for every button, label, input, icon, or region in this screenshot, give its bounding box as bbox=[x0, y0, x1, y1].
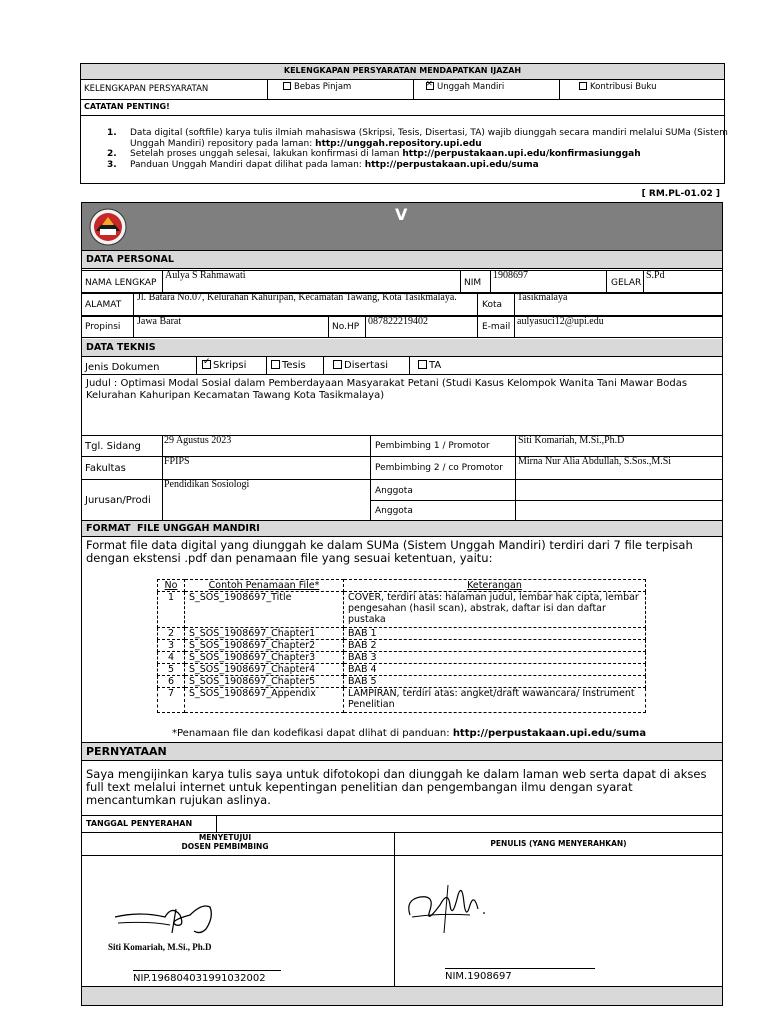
nim-label: NIM bbox=[464, 278, 482, 288]
notes-list: 1. Data digital (softfile) karya tulis ilmiah mahasiswa (Skripsi, Tesis, Disertasi, TA) wajib diunggah secara mandiri melalui SUMa (Sistem Unggah Mandiri) repository pada laman: http://unggah.repository.upi.edu 2. Setelah proses unggah selesai, lakukan konfirmasi di laman http://perpustakaan.upi.edu/konfirmasiunggah 3. Panduan Unggah Mandiri dapat dilihat pada laman: http://perpustakaan.upi.edu/suma bbox=[107, 128, 717, 178]
penulis-label: PENULIS (YANG MENYERAHKAN) bbox=[490, 839, 627, 848]
tanggal-penyerahan-label: TANGGAL PENYERAHAN bbox=[86, 819, 193, 828]
requirements-title: KELENGKAPAN PERSYARATAN MENDAPATKAN IJAZAH bbox=[283, 66, 522, 75]
nohp-label: No.HP bbox=[332, 322, 360, 332]
column-keterangan: Keterangan bbox=[344, 580, 646, 592]
table-header-row bbox=[158, 580, 646, 592]
table-row: 1 S_SOS_1908697_Title COVER, terdiri atas: halaman judul, lembar hak cipta, lembar pengesahan (hasil scan), abstrak, daftar isi dan daftar pustaka bbox=[158, 592, 646, 628]
nama-value: Aulya S Rahmawati bbox=[165, 270, 246, 281]
propinsi-value: Jawa Barat bbox=[137, 316, 182, 327]
note-2-link[interactable]: http://perpustakaan.upi.edu/konfirmasiunggah bbox=[402, 149, 641, 159]
catatan-label: CATATAN PENTING! bbox=[84, 102, 170, 111]
jenis-ta[interactable]: TA bbox=[418, 360, 441, 371]
footer-bar bbox=[82, 987, 722, 1005]
pembimbing-2-label: Pembimbing 2 / co Promotor bbox=[375, 463, 503, 473]
jenis-label: Jenis Dokumen bbox=[85, 362, 160, 373]
pembimbing-2-value: Mirna Nur Alia Abdullah, S.Sos.,M.Si bbox=[518, 456, 672, 467]
propinsi-label: Propinsi bbox=[85, 322, 121, 332]
footnote-link[interactable]: http://perpustakaan.upi.edu/suma bbox=[452, 728, 647, 739]
dosen-name: Siti Komariah, M.Si., Ph.D bbox=[108, 942, 212, 952]
section-data-teknis: DATA TEKNIS bbox=[86, 342, 156, 353]
checked-checkbox-icon bbox=[202, 360, 211, 369]
penulis-signature bbox=[400, 875, 490, 940]
pembimbing-1-value: Siti Komariah, M.Si.,Ph.D bbox=[518, 435, 625, 446]
email-label: E-mail bbox=[482, 322, 511, 332]
tgl-sidang-value: 29 Agustus 2023 bbox=[164, 435, 232, 446]
judul-text: Judul : Optimasi Modal Sosial dalam Pemberdayaan Masyarakat Petani (Studi Kasus Kelompok Wanita Tani Mawar Bodas Kelurahan Kahuripan Kecamatan Tawang Kota Tasikmalaya) bbox=[86, 378, 688, 401]
kota-label: Kota bbox=[482, 300, 503, 310]
pembimbing-1-label: Pembimbing 1 / Promotor bbox=[375, 441, 490, 451]
jenis-disertasi[interactable]: Disertasi bbox=[333, 360, 388, 371]
column-file: Contoh Penamaan File* bbox=[185, 580, 344, 592]
jenis-skripsi[interactable]: ✓ Skripsi bbox=[202, 360, 246, 371]
note-3-link[interactable]: http://perpustakaan.upi.edu/suma bbox=[364, 159, 539, 170]
anggota-1-label: Anggota bbox=[375, 486, 413, 496]
section-data-personal: DATA PERSONAL bbox=[86, 254, 174, 265]
tgl-sidang-label: Tgl. Sidang bbox=[85, 441, 141, 452]
jurusan-value: Pendidikan Sosiologi bbox=[164, 479, 250, 490]
alamat-value: Jl. Batara No.07, Kelurahan Kahuripan, Kecamatan Tawang, Kota Tasikmalaya. bbox=[137, 292, 457, 303]
nama-label: NAMA LENGKAP bbox=[85, 278, 157, 288]
section-format-file: FORMAT FILE UNGGAH MANDIRI bbox=[86, 523, 260, 534]
table-row: 6 S_SOS_1908697_Chapter5 BAB 5 bbox=[158, 676, 646, 688]
jenis-tesis[interactable]: Tesis bbox=[271, 360, 306, 371]
chevron-down-icon[interactable]: V bbox=[395, 205, 408, 224]
jurusan-label: Jurusan/Prodi bbox=[85, 495, 151, 506]
checkbox-icon bbox=[283, 82, 291, 90]
column-no: No bbox=[158, 580, 185, 592]
note-1-link[interactable]: http://unggah.repository.upi.edu bbox=[315, 138, 482, 149]
note-1: Data digital (softfile) karya tulis ilmiah mahasiswa (Skripsi, Tesis, Disertasi, TA) wajib diunggah secara mandiri melalui SUMa (Sistem Unggah Mandiri) repository pada laman: http://unggah.repository.upi.edu bbox=[130, 128, 728, 149]
requirements-row-label: KELENGKAPAN PERSYARATAN bbox=[84, 84, 209, 94]
nim-value: 1908697 bbox=[493, 270, 528, 281]
checkbox-icon bbox=[579, 82, 587, 90]
anggota-2-label: Anggota bbox=[375, 506, 413, 516]
fakultas-label: Fakultas bbox=[85, 463, 126, 474]
nohp-value: 087822219402 bbox=[368, 316, 428, 327]
option-kontribusi-buku[interactable]: Kontribusi Buku bbox=[579, 82, 656, 92]
pernyataan-text: Saya mengijinkan karya tulis saya untuk difotokopi dan diunggah ke dalam laman web serta dapat di akses full text melalui internet untuk kepentingan penelitian dan pengembangan ilmu dengan syarat mencantumkan rujukan aslinya. bbox=[86, 767, 707, 807]
section-pernyataan: PERNYATAAN bbox=[86, 745, 167, 758]
checkbox-icon bbox=[333, 360, 342, 369]
table-row: 3 S_SOS_1908697_Chapter2 BAB 2 bbox=[158, 640, 646, 652]
email-value: aulyasuci12@upi.edu bbox=[517, 316, 604, 327]
table-row: 4 S_SOS_1908697_Chapter3 BAB 3 bbox=[158, 652, 646, 664]
table-row: 5 S_SOS_1908697_Chapter4 BAB 4 bbox=[158, 664, 646, 676]
dosen-signature bbox=[110, 895, 230, 940]
kota-value: Tasikmalaya bbox=[517, 292, 568, 303]
file-naming-table bbox=[157, 579, 646, 713]
fakultas-value: FPIPS bbox=[164, 456, 190, 467]
nim-signature-value: NIM.1908697 bbox=[445, 971, 512, 982]
gelar-value: S.Pd bbox=[646, 270, 665, 281]
option-bebas-pinjam[interactable]: Bebas Pinjam bbox=[283, 82, 351, 92]
table-row: 2 S_SOS_1908697_Chapter1 BAB 1 bbox=[158, 628, 646, 640]
menyetujui-label: MENYETUJUI DOSEN PEMBIMBING bbox=[181, 833, 269, 851]
format-footnote: *Penamaan file dan kodefikasi dapat dlihat di panduan: http://perpustakaan.upi.edu/suma bbox=[172, 728, 647, 739]
form-code: [ RM.PL-01.02 ] bbox=[641, 189, 720, 199]
option-unggah-mandiri[interactable]: ✕ Unggah Mandiri bbox=[426, 82, 504, 92]
table-row: 7 S_SOS_1908697_Appendix LAMPIRAN, terdiri atas: angket/draft wawancara/ Instrument Penelitian bbox=[158, 688, 646, 713]
nip-value: NIP.196804031991032002 bbox=[133, 973, 266, 984]
note-2: Setelah proses unggah selesai, lakukan konfirmasi di laman http://perpustakaan.upi.edu/konfirmasiunggah bbox=[130, 149, 641, 159]
checkbox-icon bbox=[271, 360, 280, 369]
checkbox-icon bbox=[418, 360, 427, 369]
note-3: Panduan Unggah Mandiri dapat dilihat pada laman: http://perpustakaan.upi.edu/suma bbox=[130, 159, 539, 170]
gelar-label: GELAR bbox=[611, 278, 642, 288]
upi-logo bbox=[88, 207, 128, 247]
checked-checkbox-icon bbox=[426, 82, 434, 90]
alamat-label: ALAMAT bbox=[85, 300, 122, 310]
format-intro: Format file data digital yang diunggah ke dalam SUMa (Sistem Unggah Mandiri) terdiri dari 7 file terpisah dengan ekstensi .pdf dan penamaan file yang sesuai ketentuan, yaitu: bbox=[86, 538, 693, 565]
